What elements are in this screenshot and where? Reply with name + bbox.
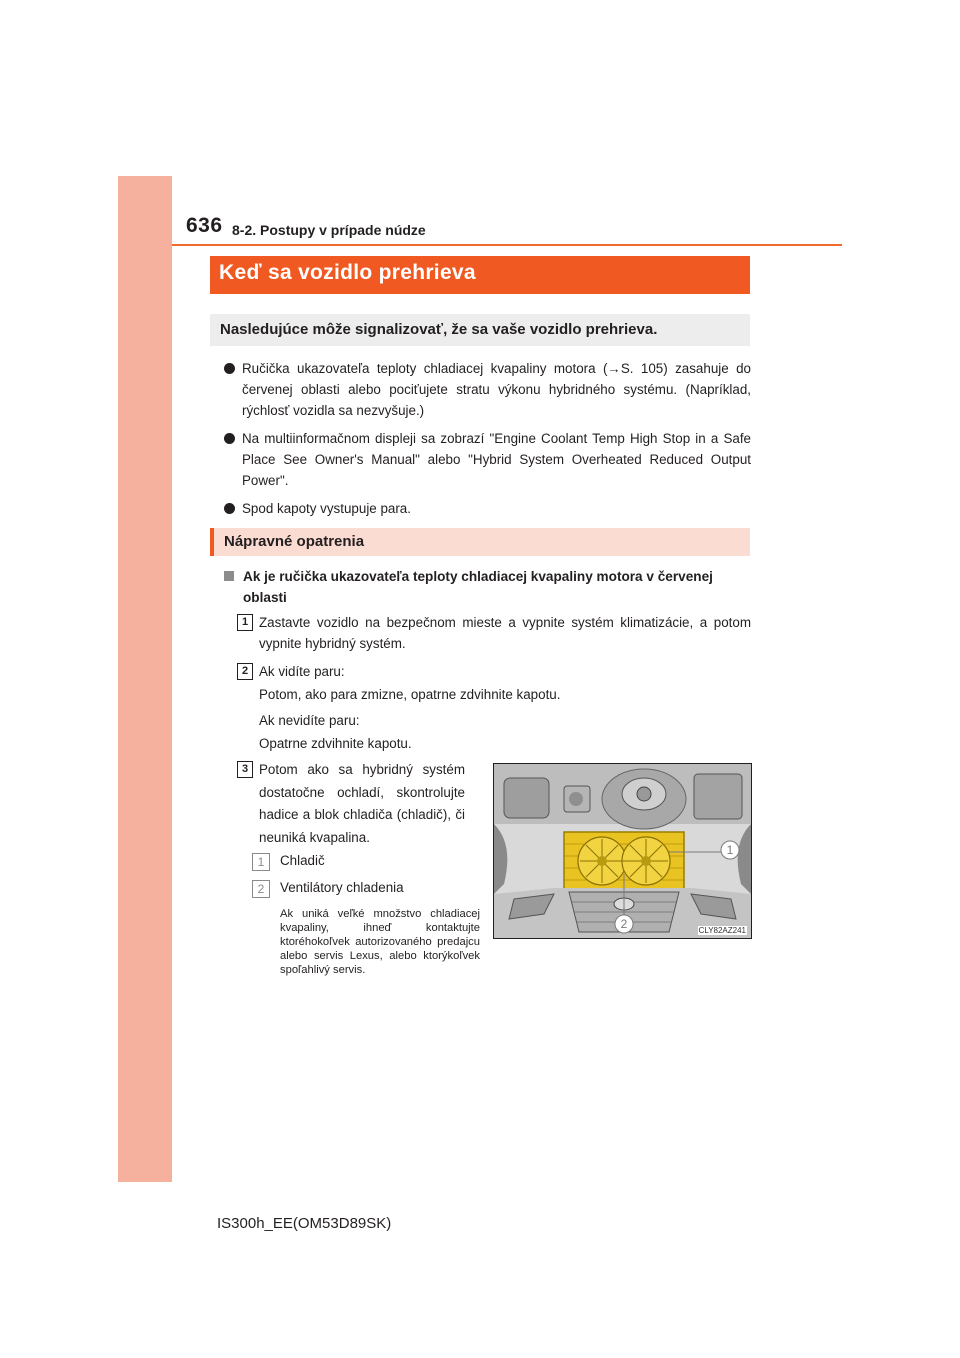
step-text-2a: Ak vidíte paru: (259, 664, 345, 679)
bullet-icon (224, 503, 235, 514)
bullet-icon (224, 433, 235, 444)
subheading: Ak je ručička ukazovateľa teploty chladiacej kvapaliny motora v červenej oblasti (224, 566, 751, 608)
step-text-1: Zastavte vozidlo na bezpečnom mieste a vypnite systém klimatizácie, a potom vypnite hybridný systém. (259, 615, 751, 651)
bullet-icon (224, 363, 235, 374)
page-number: 636 (186, 214, 223, 237)
symptom-list (224, 358, 751, 526)
list-item: Na multiinformačnom displeji sa zobrazí "Engine Coolant Temp High Stop in a Safe Place See Owner's Manual" alebo "Hybrid System Overheated Reduced Output Power". (224, 428, 751, 491)
step-text-2b: Potom, ako para zmizne, opatrne zdvihnite kapotu. (259, 687, 561, 702)
header-rule (172, 244, 842, 246)
engine-bay-figure (493, 763, 752, 939)
page-title: Keď sa vozidlo prehrieva (210, 256, 750, 294)
step-number-2: 2 (237, 663, 253, 680)
figure-code: CLY82AZ241 (698, 926, 746, 935)
step-text-3: Potom ako sa hybridný systém dostatočne ochladí, skontrolujte hadice a blok chladiča (chladič), či neuniká kvapalina. (259, 762, 465, 845)
section-reference: 8-2. Postupy v prípade núdze (232, 222, 426, 238)
side-color-band (118, 176, 172, 1182)
intro-box: Nasledujúce môže signalizovať, že sa vaše vozidlo prehrieva. (210, 314, 750, 346)
legend-number-2: 2 (252, 880, 270, 898)
engine-bay-illustration (494, 764, 751, 938)
list-item: Ručička ukazovateľa teploty chladiacej kvapaliny motora (→S. 105) zasahuje do červenej oblasti alebo pociťujete stratu výkonu hybridného systému. (Napríklad, rýchlosť vozidla sa nezvyšuje.) (224, 358, 751, 421)
remedy-heading: Nápravné opatrenia (210, 528, 750, 556)
legend-label-fans: Ventilátory chladenia (280, 880, 404, 895)
footer-model-code: IS300h_EE(OM53D89SK) (217, 1215, 392, 1232)
figure-callout-1: 1 (726, 843, 734, 857)
figure-callout-2: 2 (620, 917, 628, 931)
step-text-2c: Ak nevidíte paru: (259, 713, 360, 728)
step-number-3: 3 (237, 761, 253, 778)
step-text-2d: Opatrne zdvihnite kapotu. (259, 736, 412, 751)
step-number-1: 1 (237, 614, 253, 631)
legend-number-1: 1 (252, 853, 270, 871)
caution-note: Ak uniká veľké množstvo chladiacej kvapaliny, ihneď kontaktujte ktoréhokoľvek autorizovaného predajcu alebo servis Lexus, alebo ktorýkoľvek spoľahlivý servis. (280, 908, 480, 976)
legend-label-radiator: Chladič (280, 853, 325, 868)
list-item: Spod kapoty vystupuje para. (224, 498, 751, 519)
square-bullet-icon (224, 571, 234, 581)
